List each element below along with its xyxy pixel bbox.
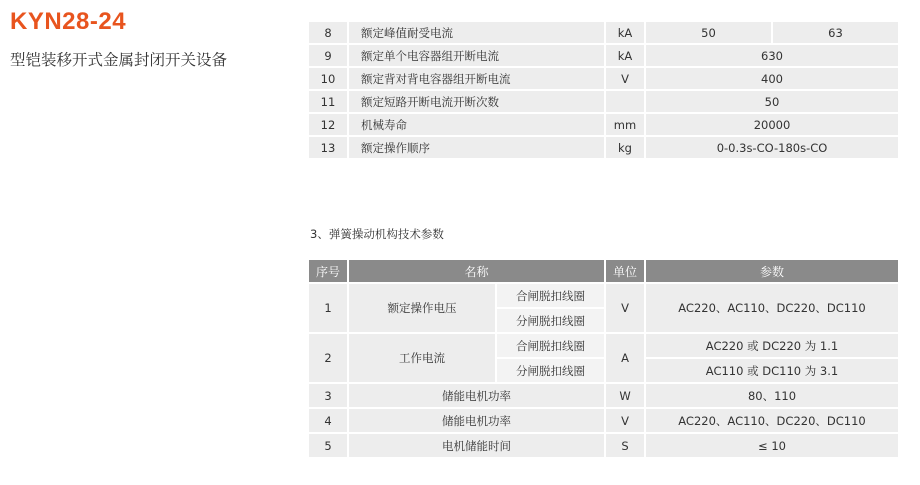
section-heading: 3、弹簧操动机构技术参数 (310, 227, 444, 241)
row-value: AC220 或 DC220 为 1.1 (646, 334, 898, 357)
row-name: 额定峰值耐受电流 (349, 22, 604, 43)
table-row (309, 409, 898, 432)
row-number: 8 (309, 22, 347, 43)
spring-mechanism-table (307, 258, 900, 459)
row-name: 额定操作电压 (349, 284, 495, 332)
table-row (309, 284, 898, 307)
row-number: 9 (309, 45, 347, 66)
row-unit: V (606, 68, 644, 89)
table-header-row (309, 260, 898, 282)
row-number: 10 (309, 68, 347, 89)
row-subname: 分闸脱扣线圈 (497, 309, 604, 332)
table-row (309, 22, 898, 43)
row-name: 储能电机功率 (349, 384, 604, 407)
header-no: 序号 (309, 260, 347, 282)
table-row (309, 45, 898, 66)
row-value: AC110 或 DC110 为 3.1 (646, 359, 898, 382)
row-value: 0-0.3s-CO-180s-CO (646, 137, 898, 158)
row-unit: V (606, 284, 644, 332)
row-name: 储能电机功率 (349, 409, 604, 432)
row-subname: 合闸脱扣线圈 (497, 334, 604, 357)
table-row (309, 334, 898, 357)
table-row (309, 91, 898, 112)
header-unit: 单位 (606, 260, 644, 282)
row-name: 额定背对背电容器组开断电流 (349, 68, 604, 89)
row-number: 12 (309, 114, 347, 135)
row-unit: mm (606, 114, 644, 135)
row-name: 额定短路开断电流开断次数 (349, 91, 604, 112)
row-number: 5 (309, 434, 347, 457)
row-number: 3 (309, 384, 347, 407)
spec-table-upper (307, 20, 900, 160)
row-number: 1 (309, 284, 347, 332)
row-number: 13 (309, 137, 347, 158)
header-name: 名称 (349, 260, 604, 282)
row-unit: kg (606, 137, 644, 158)
row-value: 50 (646, 22, 771, 43)
row-unit: W (606, 384, 644, 407)
row-unit: kA (606, 45, 644, 66)
header-params: 参数 (646, 260, 898, 282)
row-unit: V (606, 409, 644, 432)
table-row (309, 114, 898, 135)
row-number: 4 (309, 409, 347, 432)
row-value: AC220、AC110、DC220、DC110 (646, 284, 898, 332)
row-value: 80、110 (646, 384, 898, 407)
row-value: 63 (773, 22, 898, 43)
row-subname: 分闸脱扣线圈 (497, 359, 604, 382)
row-name: 额定单个电容器组开断电流 (349, 45, 604, 66)
row-number: 2 (309, 334, 347, 382)
row-value: 20000 (646, 114, 898, 135)
row-name: 额定操作顺序 (349, 137, 604, 158)
row-name: 工作电流 (349, 334, 495, 382)
table-row (309, 434, 898, 457)
row-value: 400 (646, 68, 898, 89)
row-unit (606, 91, 644, 112)
row-value: AC220、AC110、DC220、DC110 (646, 409, 898, 432)
row-value: 630 (646, 45, 898, 66)
row-number: 11 (309, 91, 347, 112)
row-unit: kA (606, 22, 644, 43)
row-value: 50 (646, 91, 898, 112)
table-row (309, 137, 898, 158)
row-name: 机械寿命 (349, 114, 604, 135)
row-unit: S (606, 434, 644, 457)
row-value: ≤ 10 (646, 434, 898, 457)
table-row (309, 68, 898, 89)
row-subname: 合闸脱扣线圈 (497, 284, 604, 307)
table-row (309, 384, 898, 407)
row-name: 电机储能时间 (349, 434, 604, 457)
row-unit: A (606, 334, 644, 382)
page-subtitle: 型铠装移开式金属封闭开关设备 (10, 51, 228, 69)
page-title: KYN28-24 (10, 8, 127, 35)
